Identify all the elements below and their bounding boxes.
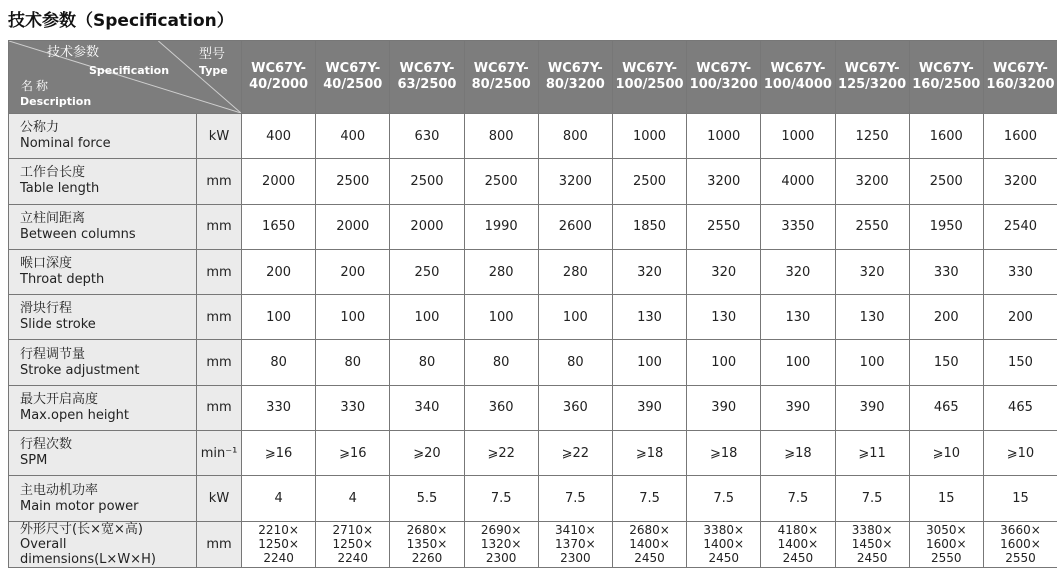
value-cell: 1000	[761, 114, 835, 159]
dimension-part: 2550	[931, 551, 962, 566]
dimension-part: 2240	[337, 551, 369, 566]
parameter-name-cell	[9, 114, 197, 159]
value-cell: ⩾22	[464, 431, 538, 476]
table-body	[9, 114, 1057, 568]
value-cell	[316, 521, 390, 567]
table-row	[9, 385, 1057, 430]
dimension-part: 2450	[634, 551, 665, 566]
value-cell: 2550	[835, 204, 909, 249]
parameter-name-en: Main motor power	[20, 498, 139, 514]
value-cell: 465	[909, 385, 983, 430]
parameter-name-zh: 滑块行程	[20, 301, 73, 317]
header-row	[9, 41, 1057, 114]
value-cell	[538, 521, 612, 567]
value-cell: 5.5	[390, 476, 464, 521]
value-cell: 800	[538, 114, 612, 159]
value-cell: 3200	[538, 159, 612, 204]
value-cell: 100	[390, 295, 464, 340]
parameter-name-zh: 行程次数	[20, 437, 73, 453]
unit-cell: mm	[197, 295, 242, 340]
unit-cell: kW	[197, 114, 242, 159]
value-cell: 7.5	[687, 476, 761, 521]
value-cell: 2540	[983, 204, 1057, 249]
value-cell: 320	[687, 249, 761, 294]
value-cell: 1250	[835, 114, 909, 159]
value-cell: 340	[390, 385, 464, 430]
table-row	[9, 431, 1057, 476]
value-cell: 1600	[983, 114, 1057, 159]
value-cell: 2000	[316, 204, 390, 249]
value-cell: 1650	[242, 204, 316, 249]
model-name-line-1: WC67Y-	[844, 61, 900, 76]
unit-cell: mm	[197, 159, 242, 204]
page-title: 技术参数（Specification）	[8, 11, 234, 31]
dimension-part: 3050×	[925, 523, 967, 538]
value-cell: 130	[687, 295, 761, 340]
model-name-line-2: 100/2500	[615, 77, 684, 92]
value-cell: 4	[242, 476, 316, 521]
parameter-name-en: Max.open height	[20, 407, 130, 423]
dimension-part: 2300	[485, 551, 517, 566]
table-row	[9, 114, 1057, 159]
value-cell	[464, 521, 538, 567]
parameter-name-cell	[9, 159, 197, 204]
unit-cell: mm	[197, 249, 242, 294]
dimension-part: 1600×	[1000, 537, 1041, 552]
value-cell: 7.5	[761, 476, 835, 521]
parameter-name-zh: 最大开启高度	[20, 391, 99, 407]
value-cell: 15	[983, 476, 1057, 521]
value-cell: 4000	[761, 159, 835, 204]
value-cell	[390, 521, 464, 567]
value-cell: 1000	[687, 114, 761, 159]
dimension-part: 2240	[263, 551, 294, 566]
specification-table	[8, 40, 1057, 568]
parameter-name-en: Table length	[20, 181, 100, 197]
table-row	[9, 521, 1057, 567]
value-cell: 100	[761, 340, 835, 385]
unit-cell: min⁻¹	[197, 431, 242, 476]
value-cell: 320	[761, 249, 835, 294]
value-cell: 4	[316, 476, 390, 521]
value-cell: 2500	[612, 159, 686, 204]
model-name-line-2: 100/4000	[763, 77, 832, 92]
unit-cell: mm	[197, 385, 242, 430]
value-cell: 15	[909, 476, 983, 521]
value-cell: 200	[242, 249, 316, 294]
value-cell: 3200	[687, 159, 761, 204]
value-cell: 2000	[390, 204, 464, 249]
value-cell: 200	[316, 249, 390, 294]
model-name-line-2: 160/2500	[912, 77, 981, 92]
value-cell: 80	[538, 340, 612, 385]
value-cell: 280	[464, 249, 538, 294]
value-cell: 150	[909, 340, 983, 385]
value-cell: 100	[464, 295, 538, 340]
dimension-part: 3660×	[1000, 523, 1041, 538]
parameter-name-en: Slide stroke	[20, 317, 96, 333]
model-name-line-2: 40/2000	[249, 77, 309, 92]
model-header-cell	[242, 41, 316, 114]
table-row	[9, 249, 1057, 294]
dimension-part: 2450	[782, 551, 814, 566]
model-header-cell	[464, 41, 538, 114]
model-header-cell	[612, 41, 686, 114]
value-cell: 100	[316, 295, 390, 340]
value-cell: 1850	[612, 204, 686, 249]
table-row	[9, 340, 1057, 385]
value-cell: 80	[316, 340, 390, 385]
table-row	[9, 204, 1057, 249]
dimension-part: 1320×	[480, 537, 522, 552]
value-cell: 200	[983, 295, 1057, 340]
value-cell: 100	[612, 340, 686, 385]
value-cell: 3350	[761, 204, 835, 249]
value-cell: 330	[242, 385, 316, 430]
value-cell: 390	[687, 385, 761, 430]
value-cell	[761, 521, 835, 567]
value-cell: 3200	[983, 159, 1057, 204]
model-header-cell	[687, 41, 761, 114]
dimension-part: 2450	[856, 551, 888, 566]
value-cell: ⩾18	[612, 431, 686, 476]
value-cell: 130	[612, 295, 686, 340]
header-param-zh: 技术参数	[47, 45, 100, 60]
value-cell: ⩾16	[316, 431, 390, 476]
value-cell: 330	[316, 385, 390, 430]
value-cell: 390	[761, 385, 835, 430]
parameter-name-zh: 喉口深度	[20, 256, 73, 272]
value-cell: 800	[464, 114, 538, 159]
unit-cell: kW	[197, 476, 242, 521]
parameter-name-en: Between columns	[20, 226, 136, 242]
value-cell: 320	[612, 249, 686, 294]
dimension-part: 2300	[560, 551, 591, 566]
parameter-name-cell	[9, 204, 197, 249]
parameter-name-zh: 主电动机功率	[20, 482, 99, 498]
dimension-part: 2710×	[332, 523, 374, 538]
model-header-cell	[909, 41, 983, 114]
value-cell: ⩾10	[983, 431, 1057, 476]
value-cell	[835, 521, 909, 567]
value-cell: 2550	[687, 204, 761, 249]
dimension-part: 3410×	[555, 523, 596, 538]
parameter-name-en: Stroke adjustment	[20, 362, 140, 378]
parameter-name-en: Nominal force	[20, 136, 111, 152]
value-cell: 400	[242, 114, 316, 159]
value-cell: 7.5	[612, 476, 686, 521]
dimension-part: 2690×	[480, 523, 522, 538]
model-name-line-1: WC67Y-	[473, 61, 529, 76]
header-param-en: Specification	[89, 64, 170, 77]
value-cell: 1950	[909, 204, 983, 249]
model-name-line-1: WC67Y-	[696, 61, 752, 76]
parameter-name-zh: 立柱间距离	[20, 210, 86, 226]
model-name-line-2: 100/3200	[689, 77, 758, 92]
value-cell	[612, 521, 686, 567]
value-cell: 2000	[242, 159, 316, 204]
dimension-part: 2450	[708, 551, 739, 566]
parameter-name-en: Throat depth	[20, 272, 105, 288]
value-cell: 250	[390, 249, 464, 294]
parameter-name-cell	[9, 385, 197, 430]
parameter-name-zh: 公称力	[20, 120, 60, 136]
value-cell: 7.5	[464, 476, 538, 521]
model-name-line-1: WC67Y-	[993, 61, 1048, 76]
dimension-part: 1350×	[406, 537, 448, 552]
unit-cell: mm	[197, 340, 242, 385]
value-cell: 2500	[316, 159, 390, 204]
value-cell: 360	[538, 385, 612, 430]
model-name-line-2: 80/3200	[545, 77, 605, 92]
parameter-name-cell	[9, 295, 197, 340]
model-name-line-1: WC67Y-	[918, 61, 974, 76]
value-cell: 330	[909, 249, 983, 294]
parameter-name-zh: 行程调节量	[20, 346, 86, 362]
dimension-part: 1400×	[703, 537, 745, 552]
value-cell: ⩾22	[538, 431, 612, 476]
model-name-line-2: 40/2500	[323, 77, 383, 92]
value-cell: 360	[464, 385, 538, 430]
value-cell: 1600	[909, 114, 983, 159]
value-cell: 100	[835, 340, 909, 385]
value-cell: 465	[983, 385, 1057, 430]
table-row	[9, 295, 1057, 340]
parameter-name-zh: 工作台长度	[20, 165, 86, 181]
model-header-cell	[390, 41, 464, 114]
model-header-cell	[316, 41, 390, 114]
header-name-en: Description	[20, 95, 92, 108]
model-header-cell	[983, 41, 1057, 114]
model-name-line-2: 63/2500	[397, 77, 457, 92]
parameter-name-cell	[9, 340, 197, 385]
header-type-en: Type	[199, 64, 228, 77]
model-name-line-1: WC67Y-	[251, 61, 307, 76]
value-cell: 400	[316, 114, 390, 159]
parameter-name-cell	[9, 249, 197, 294]
model-name-line-1: WC67Y-	[399, 61, 455, 76]
dimension-part: 2550	[1005, 551, 1036, 566]
value-cell	[687, 521, 761, 567]
value-cell: 7.5	[835, 476, 909, 521]
value-cell: ⩾10	[909, 431, 983, 476]
dimension-part: 3380×	[703, 523, 745, 538]
value-cell: 2500	[464, 159, 538, 204]
value-cell	[909, 521, 983, 567]
model-header-cell	[538, 41, 612, 114]
value-cell: 390	[835, 385, 909, 430]
dimension-part: 1250×	[258, 537, 299, 552]
model-name-line-2: 160/3200	[986, 77, 1055, 92]
value-cell: 2500	[909, 159, 983, 204]
dimension-part: 1600×	[925, 537, 967, 552]
parameter-name-cell	[9, 476, 197, 521]
unit-cell: mm	[197, 204, 242, 249]
parameter-name-en: Overall dimensions(L×W×H)	[20, 536, 156, 567]
value-cell: 2600	[538, 204, 612, 249]
value-cell: 100	[538, 295, 612, 340]
dimension-part: 2680×	[406, 523, 448, 538]
value-cell: ⩾16	[242, 431, 316, 476]
value-cell: ⩾18	[687, 431, 761, 476]
value-cell: 100	[687, 340, 761, 385]
value-cell: 7.5	[538, 476, 612, 521]
value-cell: 150	[983, 340, 1057, 385]
value-cell: ⩾20	[390, 431, 464, 476]
value-cell	[242, 521, 316, 567]
value-cell: 130	[761, 295, 835, 340]
value-cell: 1000	[612, 114, 686, 159]
value-cell: 80	[390, 340, 464, 385]
value-cell: 130	[835, 295, 909, 340]
value-cell: 330	[983, 249, 1057, 294]
value-cell: 320	[835, 249, 909, 294]
parameter-name-zh: 外形尺寸(长×宽×高)	[20, 521, 143, 537]
parameter-name-cell	[9, 431, 197, 476]
model-name-line-1: WC67Y-	[547, 61, 603, 76]
value-cell: ⩾18	[761, 431, 835, 476]
value-cell: 100	[242, 295, 316, 340]
model-header-cell	[761, 41, 835, 114]
dimension-part: 1250×	[332, 537, 374, 552]
header-type-zh: 型号	[199, 47, 226, 62]
model-header-cell	[835, 41, 909, 114]
model-name-line-2: 80/2500	[471, 77, 531, 92]
dimension-part: 3380×	[851, 523, 893, 538]
value-cell: 3200	[835, 159, 909, 204]
model-name-line-1: WC67Y-	[770, 61, 826, 76]
parameter-name-cell	[9, 521, 197, 567]
value-cell: ⩾11	[835, 431, 909, 476]
model-name-line-1: WC67Y-	[325, 61, 381, 76]
dimension-part: 1400×	[777, 537, 819, 552]
value-cell: 390	[612, 385, 686, 430]
table-row	[9, 476, 1057, 521]
dimension-part: 2680×	[629, 523, 670, 538]
value-cell: 200	[909, 295, 983, 340]
dimension-part: 1400×	[629, 537, 670, 552]
value-cell: 280	[538, 249, 612, 294]
value-cell: 80	[464, 340, 538, 385]
model-name-line-1: WC67Y-	[622, 61, 677, 76]
unit-cell: mm	[197, 521, 242, 567]
dimension-part: 2260	[411, 551, 443, 566]
parameter-name-en: SPM	[20, 453, 48, 469]
table-row	[9, 159, 1057, 204]
value-cell: 1990	[464, 204, 538, 249]
dimension-part: 1450×	[851, 537, 893, 552]
dimension-part: 1370×	[555, 537, 596, 552]
value-cell: 80	[242, 340, 316, 385]
value-cell	[983, 521, 1057, 567]
header-name-zh: 名称	[21, 79, 52, 93]
corner-header-cell	[9, 41, 242, 114]
value-cell: 2500	[390, 159, 464, 204]
model-name-line-2: 125/3200	[838, 77, 907, 92]
dimension-part: 2210×	[258, 523, 299, 538]
dimension-part: 4180×	[777, 523, 819, 538]
value-cell: 630	[390, 114, 464, 159]
